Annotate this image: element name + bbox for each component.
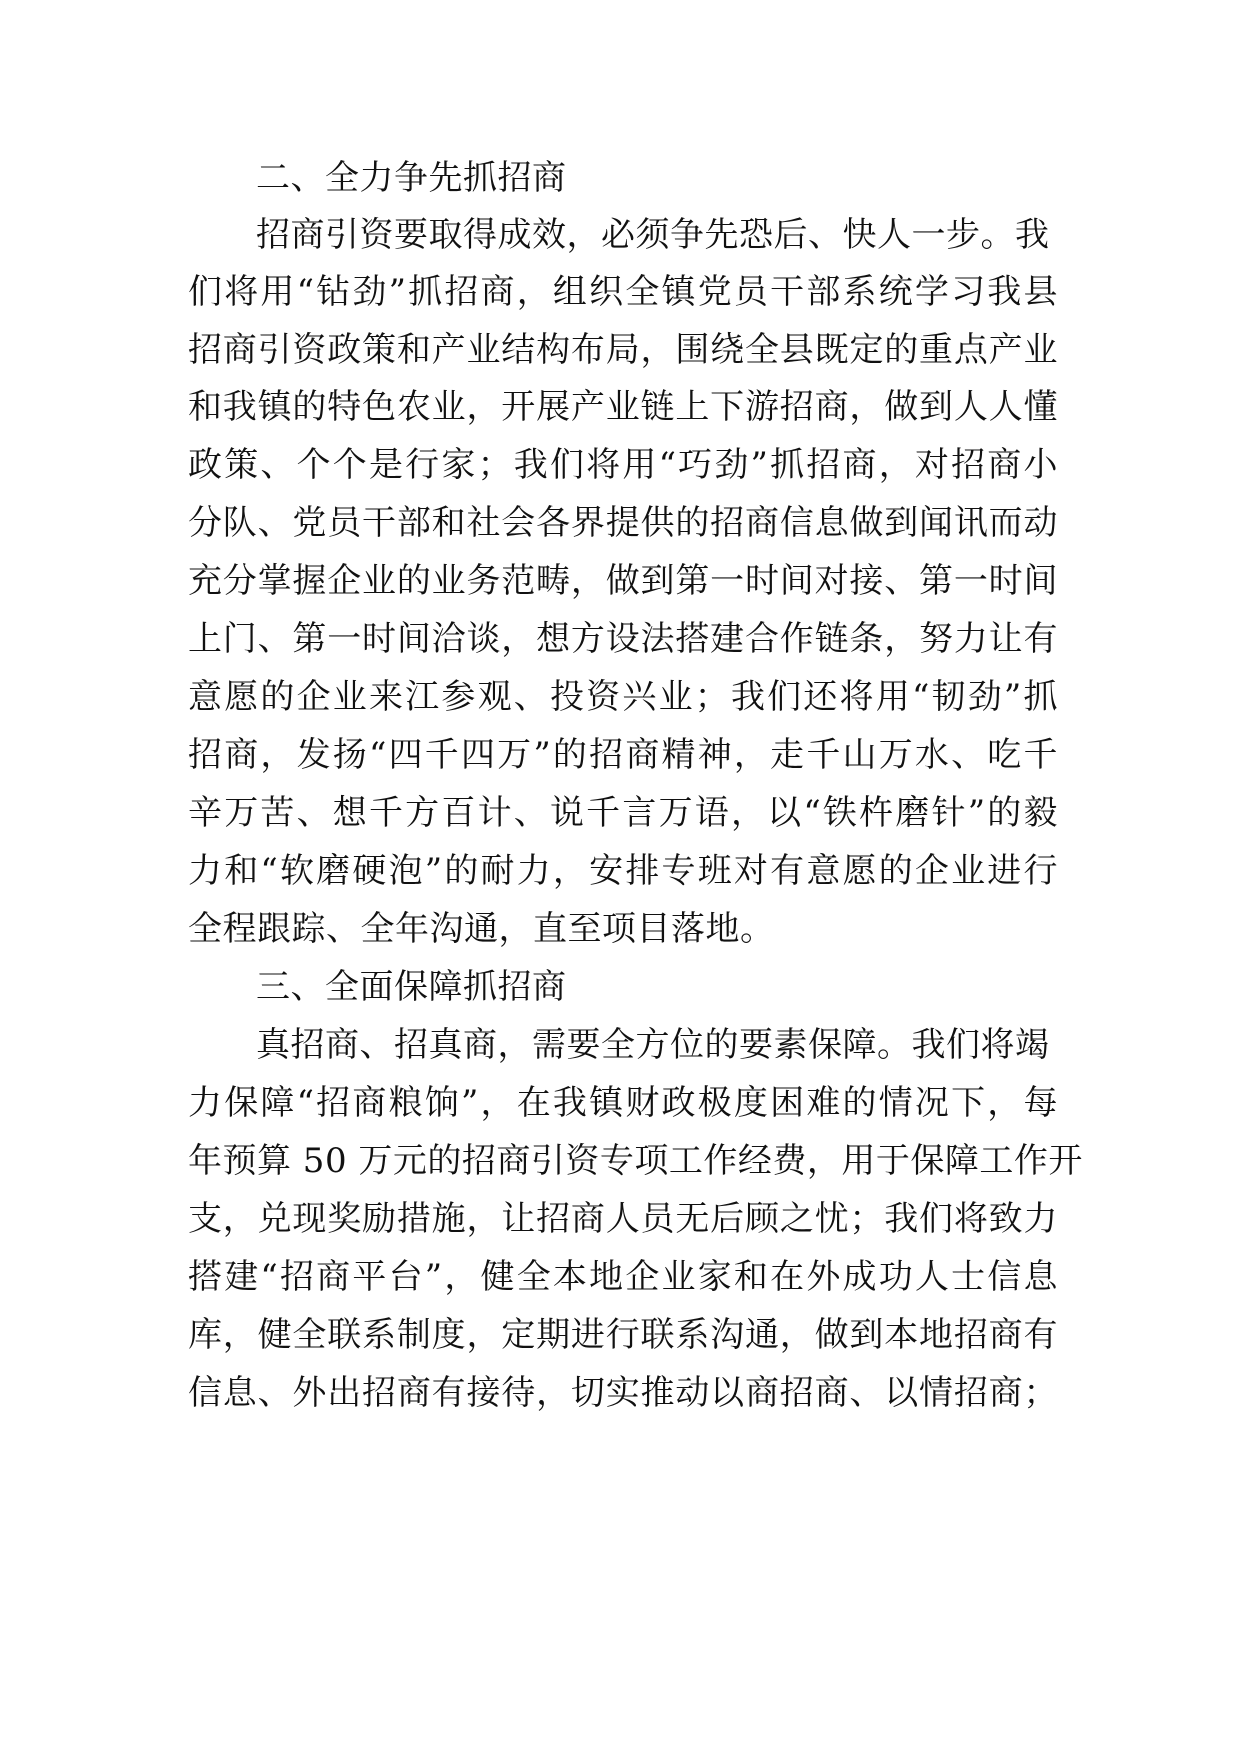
- paragraph-line: 充分掌握企业的业务范畴，做到第一时间对接、第一时间: [188, 561, 1058, 601]
- paragraph-line: 分队、党员干部和社会各界提供的招商信息做到闻讯而动: [188, 503, 1058, 543]
- paragraph-line: 政策、个个是行家；我们将用“巧劲”抓招商，对招商小: [188, 445, 1058, 485]
- paragraph-line: 辛万苦、想千方百计、说千言万语，以“铁杵磨针”的毅: [188, 793, 1058, 833]
- paragraph-line: 力和“软磨硬泡”的耐力，安排专班对有意愿的企业进行: [188, 851, 1058, 891]
- paragraph-line: 库，健全联系制度，定期进行联系沟通，做到本地招商有: [188, 1315, 1058, 1355]
- paragraph-line: 搭建“招商平台”，健全本地企业家和在外成功人士信息: [188, 1257, 1058, 1297]
- paragraph-line: 和我镇的特色农业，开展产业链上下游招商，做到人人懂: [188, 387, 1058, 427]
- paragraph-line: 招商引资政策和产业结构布局，围绕全县既定的重点产业: [188, 330, 1058, 370]
- section-heading: 二、全力争先抓招商: [256, 158, 567, 198]
- paragraph-line: 上门、第一时间洽谈，想方设法搭建合作链条，努力让有: [188, 619, 1058, 659]
- paragraph-line: 真招商、招真商，需要全方位的要素保障。我们将竭: [256, 1025, 1050, 1065]
- section-heading: 三、全面保障抓招商: [256, 967, 567, 1007]
- paragraph-line: 年预算 50 万元的招商引资专项工作经费，用于保障工作开: [188, 1141, 1083, 1181]
- paragraph-line: 全程跟踪、全年沟通，直至项目落地。: [188, 909, 775, 949]
- paragraph-line: 支，兑现奖励措施，让招商人员无后顾之忧；我们将致力: [188, 1199, 1058, 1239]
- paragraph-line: 招商引资要取得成效，必须争先恐后、快人一步。我: [256, 215, 1050, 255]
- paragraph-line: 招商，发扬“四千四万”的招商精神，走千山万水、吃千: [188, 735, 1058, 775]
- paragraph-line: 信息、外出招商有接待，切实推动以商招商、以情招商；: [188, 1373, 1058, 1413]
- paragraph-line: 意愿的企业来江参观、投资兴业；我们还将用“韧劲”抓: [188, 677, 1058, 717]
- paragraph-line: 们将用“钻劲”抓招商，组织全镇党员干部系统学习我县: [188, 272, 1058, 312]
- paragraph-line: 力保障“招商粮饷”，在我镇财政极度困难的情况下，每: [188, 1083, 1058, 1123]
